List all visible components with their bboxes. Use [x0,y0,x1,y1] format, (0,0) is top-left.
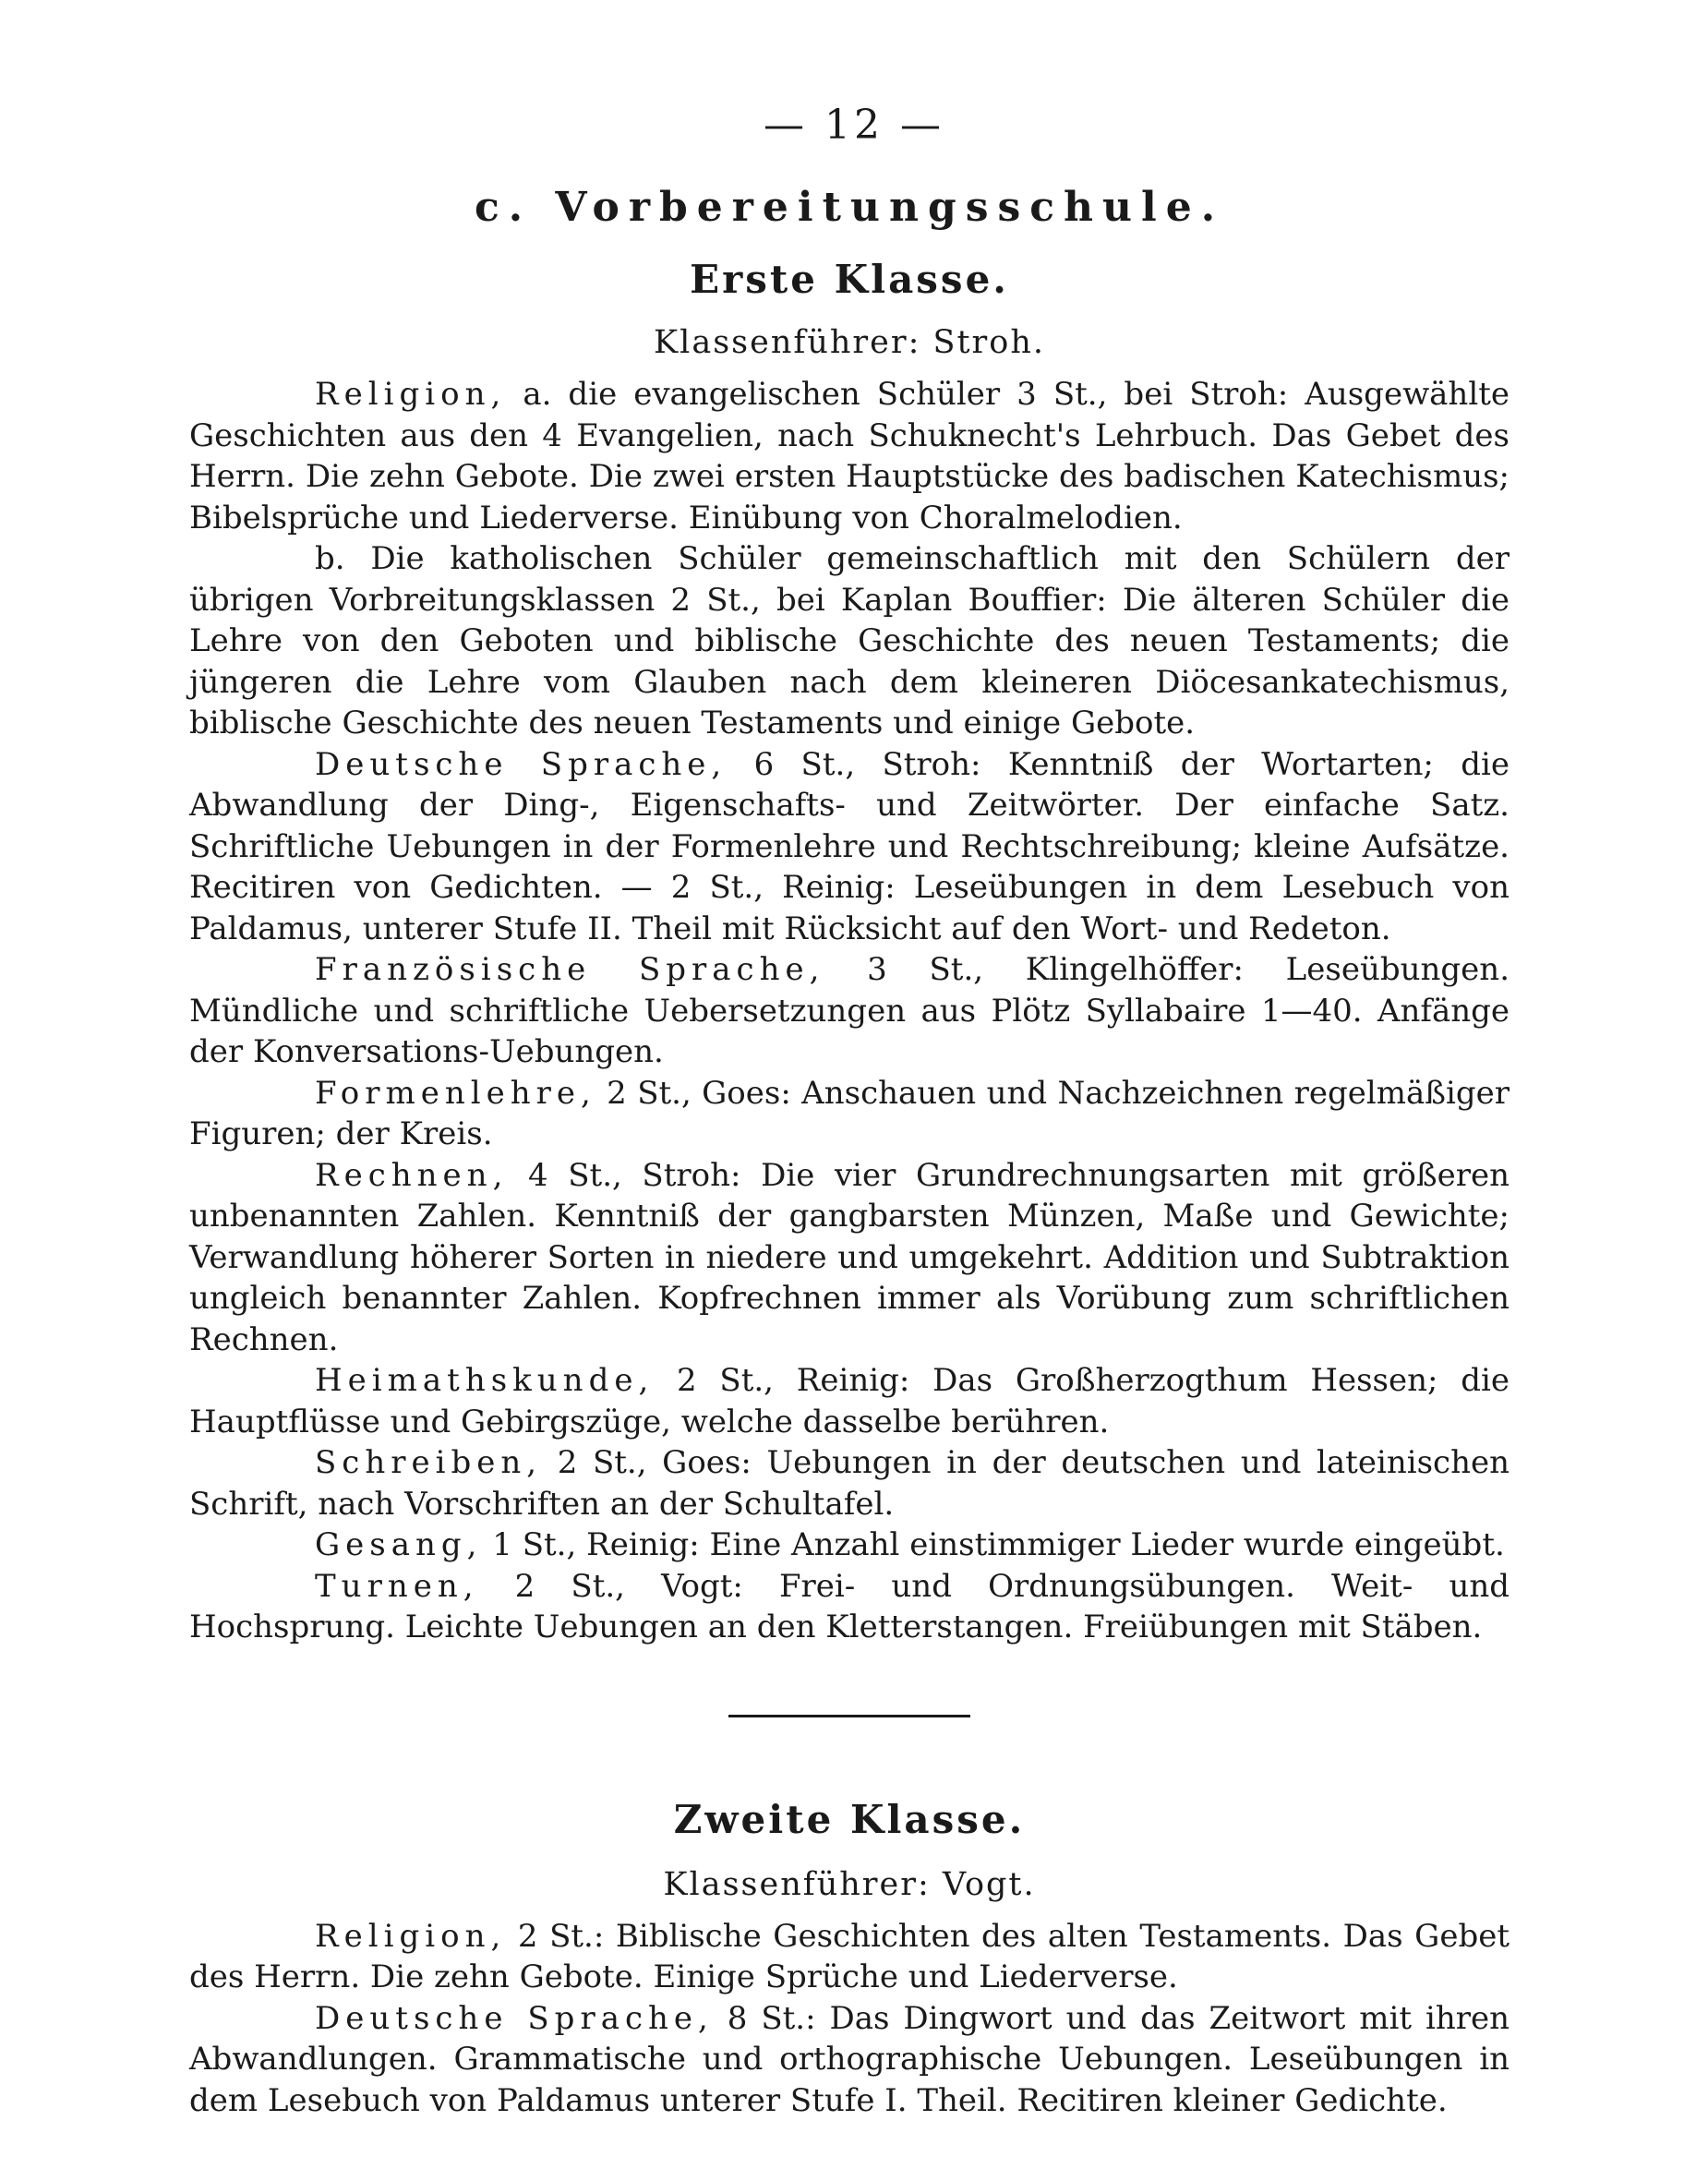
paragraph-text: 4 St., Stroh: Die vier Grundrechnungsarten mit größeren unbenannten Zahlen. Kenntniß der gangbarsten Münzen, Maße und Gewichte; Verwandlung höherer Sorten in niedere und umgekehrt. Addition und Subtraktion ungleich benannter Zahlen. Kopfrechnen immer als Vorübung zum schriftlichen Rechnen. [189,1156,1510,1358]
paragraph-german [189,744,1510,950]
paragraph-gymnastics [189,1566,1510,1648]
paragraph-text: 2 St., Vogt: Frei- und Ordnungsübungen. Weit- und Hochsprung. Leichte Uebungen an den Kletterstangen. Freiübungen mit Stäben. [189,1567,1510,1645]
paragraph-religion-evangelical [189,374,1510,538]
first-class-leader: Klassenführer: Stroh. [653,324,1046,361]
paragraph-french [189,949,1510,1073]
subject-label: Deutsche Sprache, [315,745,728,783]
subject-label: Rechnen, [315,1156,509,1194]
paragraph-text: 2 St., Reinig: Das Großherzogthum Hessen; die Hauptflüsse und Gebirgszüge, welche dasselbe berühren. [189,1362,1510,1440]
subject-label: Religion, [315,376,507,413]
section-divider [728,1715,970,1717]
paragraph-text: a. die evangelischen Schüler 3 St., bei Stroh: Ausgewählte Geschichten aus den 4 Evangelien, nach Schuknecht's Lehrbuch. Das Gebet des Herrn. Die zehn Gebote. Die zwei ersten Hauptstücke des badischen Katechismus; Bibelsprüche und Liederverse. Einübung von Choralmelodien. [189,376,1510,536]
paragraph-text: 3 St., Klingelhöffer: Leseübungen. Mündliche und schriftliche Uebersetzungen aus Plötz Syllabaire 1—40. Anfänge der Konversations-Uebungen. [189,951,1510,1070]
paragraph-local-studies [189,1360,1510,1442]
paragraph-religion [189,1916,1510,1998]
paragraph-text: 8 St.: Das Dingwort und das Zeitwort mit ihren Abwandlungen. Grammatische und orthographische Uebungen. Leseübungen in dem Lesebuch von Paldamus unterer Stufe I. Theil. Recitiren kleiner Gedichte. [189,1999,1510,2119]
paragraph-religion-catholic [189,538,1510,744]
paragraph-text: 6 St., Stroh: Kenntniß der Wortarten; die Abwandlung der Ding-, Eigenschafts- und Zeitwörter. Der einfache Satz. Schriftliche Uebungen in der Formenlehre und Rechtschreibung; kleine Aufsätze. Recitiren von Gedichten. — 2 St., Reinig: Leseübungen in dem Lesebuch von Paldamus, unterer Stufe II. Theil mit Rücksicht auf den Wort- und Redeton. [189,745,1510,947]
paragraph-geometry [189,1073,1510,1155]
subject-label: Französische Sprache, [315,951,825,988]
page-number: — 12 — [764,102,944,149]
subject-label: Formenlehre, [315,1074,596,1112]
paragraph-german [189,1998,1510,2122]
section-title: c. Vorbereitungsschule. [474,184,1225,231]
second-class-leader: Klassenführer: Vogt. [663,1865,1036,1903]
paragraph-text: 2 St., Goes: Anschauen und Nachzeichnen regelmäßiger Figuren; der Kreis. [189,1074,1510,1152]
subject-label: Turnen, [315,1567,479,1605]
paragraph-text: Die katholischen Schüler gemeinschaftlich mit den Schülern der übrigen Vorbreitungsklassen 2 St., bei Kaplan Bouffier: Die älteren Schüler die Lehre von den Geboten und biblische Geschichte des neuen Testaments; die jüngeren die Lehre vom Glauben nach dem kleineren Diöcesankatechismus, biblische Geschichte des neuen Testaments und einige Gebote. [189,540,1510,741]
paragraph-writing [189,1442,1510,1524]
subject-label: Gesang, [315,1526,483,1563]
subject-label: Religion, [315,1917,507,1955]
paragraph-arithmetic [189,1155,1510,1361]
paragraph-text: 1 St., Reinig: Eine Anzahl einstimmiger Lieder wurde eingeübt. [482,1526,1505,1563]
subject-label: Schreiben, [315,1444,543,1481]
subject-label: Heimathskunde, [315,1362,655,1399]
paragraph-text: 2 St.: Biblische Geschichten des alten Testaments. Das Gebet des Herrn. Die zehn Gebote. Einige Sprüche und Liederverse. [189,1917,1510,1995]
second-class-curriculum [189,1916,1510,2122]
first-class-curriculum [189,374,1510,1648]
second-class-title: Zweite Klasse. [673,1796,1026,1842]
paragraph-text: 2 St., Goes: Uebungen in der deutschen und lateinischen Schrift, nach Vorschriften an der Schultafel. [189,1444,1510,1523]
paragraph-singing [189,1524,1510,1566]
subject-label: b. [315,540,345,577]
document-page [189,102,1510,2121]
first-class-title: Erste Klasse. [690,257,1009,302]
subject-label: Deutsche Sprache, [315,1999,714,2037]
